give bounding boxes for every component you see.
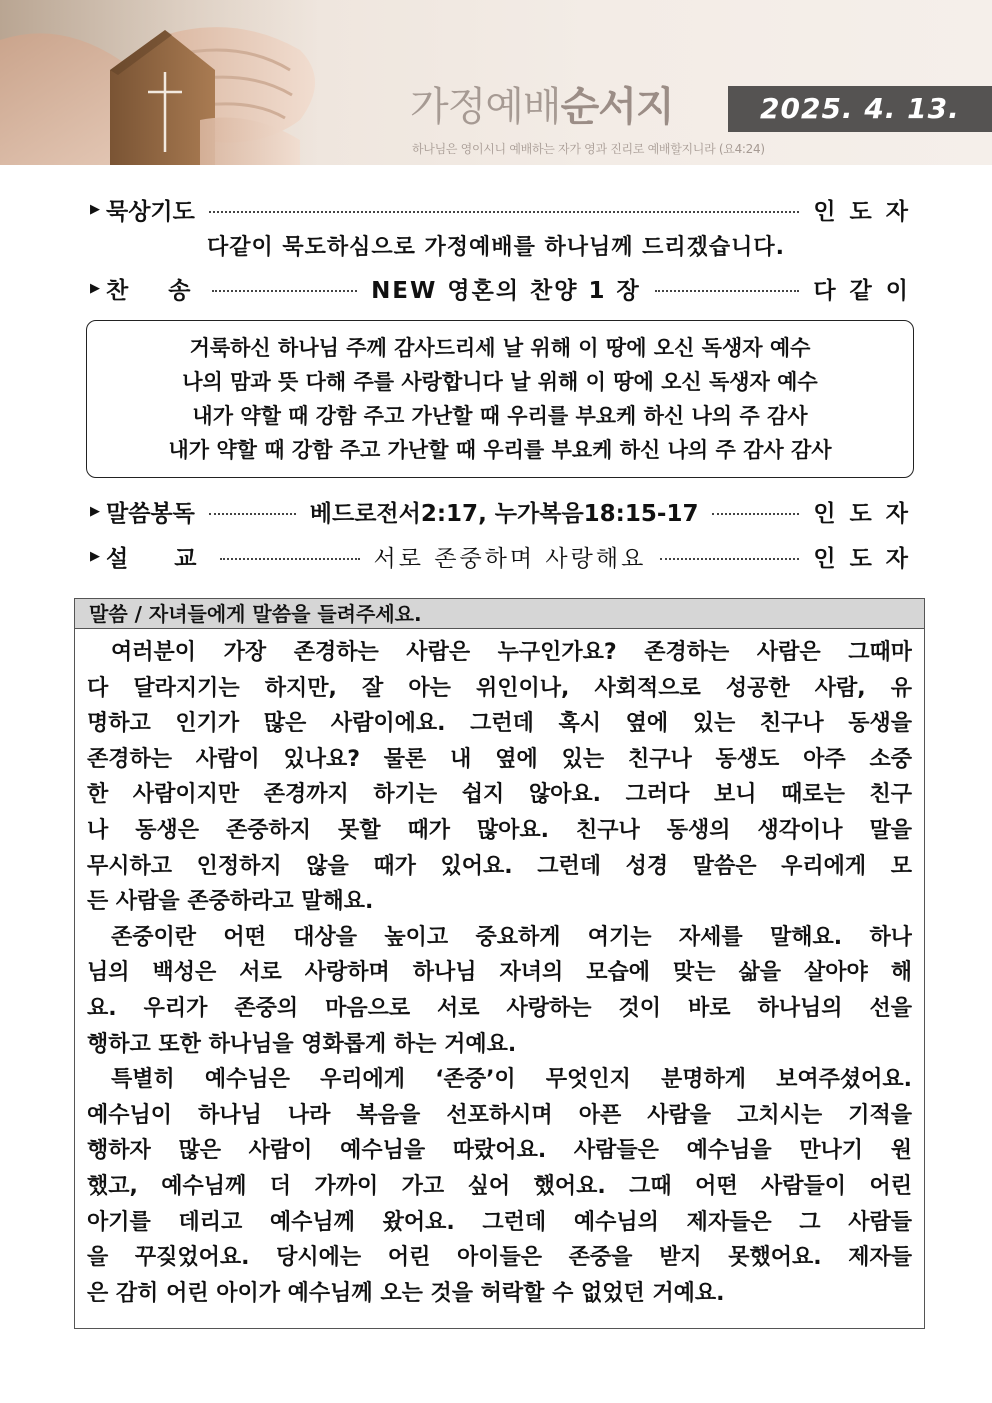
sermon-line: 명하고 인기가 많은 사람이에요. 그런데 혹시 옆에 있는 친구나 동생을: [87, 711, 912, 737]
prayer-instruction: 다같이 묵도하심으로 가정예배를 하나님께 드리겠습니다.: [206, 235, 786, 260]
title-light: 가정예배: [410, 84, 561, 130]
worship-date: 2025. 4. 13.: [728, 86, 992, 132]
sermon-line: 여러분이 가장 존경하는 사람은 누구인가요? 존경하는 사람은 그때마: [111, 640, 912, 665]
leader-dots: [655, 290, 800, 292]
order-label: 말씀봉독: [106, 500, 195, 527]
bullet-triangle-icon: ▶: [90, 280, 100, 296]
hymn-title: NEW 영혼의 찬양 1 장: [371, 277, 641, 304]
sermon-line: 은 감히 어린 아이가 예수님께 오는 것을 허락할 수 없었던 거예요.: [87, 1280, 725, 1306]
lyric-line: 거룩하신 하나님 주께 감사드리세 날 위해 이 땅에 오신 독생자 예수: [189, 336, 811, 360]
sermon-line: 행하자 많은 사람이 예수님을 따랐어요. 사람들은 예수님을 만나기 원: [87, 1138, 912, 1164]
sermon-line: 존경하는 사람이 있나요? 물론 내 옆에 있는 친구나 동생도 아주 소중: [87, 746, 912, 772]
sermon-line: 다 달라지기는 하지만, 잘 아는 위인이나, 사회적으로 성공한 사람, 유: [87, 675, 912, 701]
order-label: 묵상기도: [106, 198, 195, 225]
reading-passage: 베드로전서2:17, 누가복음18:15-17: [309, 500, 699, 527]
order-leader: 다같이: [813, 277, 922, 304]
leader-dots: [212, 290, 357, 292]
leader-dots: [209, 513, 296, 515]
sermon-line: 든 사람을 존중하라고 말해요.: [87, 889, 374, 915]
order-row-reading: [90, 493, 922, 529]
order-row-prayer: [90, 191, 922, 227]
hands-house-illustration: [0, 0, 330, 165]
sermon-body: [75, 629, 924, 1311]
order-label: 찬 송: [106, 277, 199, 304]
sermon-line: 존중이란 어떤 대상을 높이고 중요하게 여기는 자세를 말해요. 하나: [111, 924, 912, 950]
sermon-heading: 말씀 / 자녀들에게 말씀을 들려주세요.: [75, 599, 924, 629]
sermon-line: 나 동생은 존중하지 못할 때가 많아요. 친구나 동생의 생각이나 말을: [87, 817, 912, 843]
scripture-subtitle: 하나님은 영이시니 예배하는 자가 영과 진리로 예배할지니라 (요4:24): [412, 142, 765, 156]
sermon-line: 했고, 예수님께 더 가까이 가고 싶어 했어요. 그때 어떤 사람들이 어린: [87, 1173, 912, 1199]
order-row-hymn: [90, 270, 922, 306]
order-row-sermon: [90, 538, 923, 574]
sermon-box: [74, 598, 925, 1329]
sermon-title: 서로 존중하며 사랑해요: [373, 545, 647, 572]
lyric-line: 나의 맘과 뜻 다해 주를 사랑합니다 날 위해 이 땅에 오신 독생자 예수: [182, 370, 818, 394]
leader-dots: [209, 211, 799, 213]
sermon-line: 행하고 또한 하나님을 영화롭게 하는 거예요.: [87, 1031, 517, 1057]
bullet-triangle-icon: ▶: [90, 548, 100, 564]
sermon-line: 을 꾸짖었어요. 당시에는 어린 아이들은 존중을 받지 못했어요. 제자들: [87, 1245, 912, 1271]
sermon-line: 무시하고 인정하지 않을 때가 있어요. 그런데 성경 말씀은 우리에게 모: [87, 853, 912, 879]
order-leader: 인도자: [813, 500, 922, 527]
sermon-line: 한 사람이지만 존경까지 하기는 쉽지 않아요. 그러다 보니 때로는 친구: [87, 782, 912, 808]
title-bold: 순서지: [560, 84, 674, 130]
sermon-line: 특별히 예수님은 우리에게 ‘존중’이 무엇인지 분명하게 보여주셨어요.: [111, 1067, 912, 1093]
leader-dots: [712, 513, 799, 515]
page-title: [410, 82, 673, 132]
order-leader: 인도자: [813, 545, 923, 572]
sermon-line: 님의 백성은 서로 사랑하며 하나님 자녀의 모습에 맞는 삶을 살아야 해: [87, 960, 912, 986]
leader-dots: [660, 558, 799, 560]
leader-dots: [220, 558, 359, 560]
header-banner: [0, 0, 992, 165]
order-label: 설 교: [106, 545, 207, 572]
bullet-triangle-icon: ▶: [90, 201, 100, 217]
hymn-lyrics-box: [86, 320, 914, 478]
sermon-line: 아기를 데리고 예수님께 왔어요. 그런데 예수님의 제자들은 그 사람들: [87, 1209, 912, 1235]
lyric-line: 내가 약할 때 강함 주고 가난할 때 우리를 부요케 하신 나의 주 감사 감사: [168, 438, 832, 462]
lyric-line: 내가 약할 때 강함 주고 가난할 때 우리를 부요케 하신 나의 주 감사: [192, 404, 808, 428]
bullet-triangle-icon: ▶: [90, 503, 100, 519]
sermon-line: 예수님이 하나님 나라 복음을 선포하시며 아픈 사람을 고치시는 기적을: [87, 1102, 912, 1128]
order-leader: 인도자: [813, 198, 922, 225]
sermon-line: 요. 우리가 존중의 마음으로 서로 사랑하는 것이 바로 하나님의 선을: [87, 995, 912, 1021]
